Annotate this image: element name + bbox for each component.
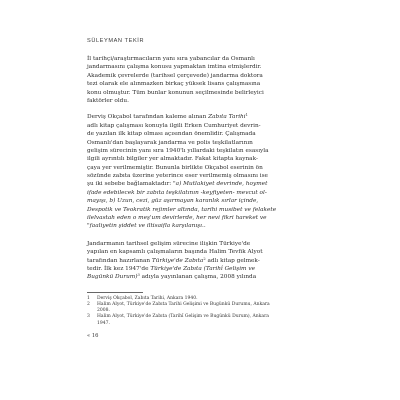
italic-text: Türkiye'de Zabıta	[151, 257, 204, 264]
text-line	[87, 172, 300, 180]
text-run: Derviş Okçabol tarafından kaleme alınan	[87, 114, 209, 121]
footnote-number	[87, 321, 97, 327]
footnote-ref: 3	[137, 273, 140, 278]
text-run: tedir. İlk kez 1947'de	[87, 265, 151, 272]
text-line: faktörler oldu.	[87, 97, 129, 104]
text-run: de yazılan ilk kitap olması açısından önemlidir. Çalışmada	[87, 131, 256, 138]
book-page	[84, 14, 304, 394]
text-line	[87, 139, 300, 147]
italic-text: mayışı, b) Uzun, cezi, güz aşırmayan karanlık sırlar içinde,	[87, 198, 259, 205]
text-run: "	[87, 223, 90, 230]
italic-text: ifade edebilecek bir zabıta teşkilatının -keyfiyeten- mevcut ol-	[87, 189, 267, 196]
italic-text: ilelvastah eden o meş'um devirlerde, her nevi fikri hareket ve	[87, 215, 267, 222]
footnote-text: Halim Alyot, Türkiye'de Zabıta (Tarihî Gelişim ve Bugünkü Durum), Ankara	[97, 314, 269, 320]
page-number	[87, 333, 304, 339]
text-run: ilgili ayrıntılı bilgiler yer almaktadır. Fakat kitapta kaynak-	[87, 156, 258, 163]
italic-text: Türkiye'de Zabıta (Tarihî Gelişim ve	[150, 265, 255, 272]
page-number-dash: «	[87, 332, 92, 339]
text-run: sözünde zabıta üzerine yeterince eser verilmemiş olmasını ise	[87, 173, 268, 180]
text-line	[87, 214, 300, 222]
paragraph-2	[87, 113, 300, 230]
text-run: gelişim sürecinin yanı sıra 1940'lı yıllardaki teşkilatın esasıyla	[87, 147, 269, 154]
text-line	[87, 122, 300, 130]
italic-text: Bugünkü Durum)	[87, 274, 138, 281]
text-line	[87, 222, 300, 230]
text-line	[87, 189, 300, 197]
paragraph-3	[87, 240, 300, 282]
text-line	[87, 206, 300, 214]
footnote-number: 1	[87, 295, 90, 301]
body-text	[87, 55, 300, 282]
text-line: jandarmasını çalışma konusu yapmaktan imtina etmişlerdir.	[87, 64, 262, 71]
italic-text: Zabıta Tarihi	[208, 114, 246, 121]
text-line	[87, 257, 300, 265]
footnote-rule	[87, 292, 143, 293]
text-line: Akademik çevrelerde (tarihsel çerçevede) jandarma doktora	[87, 72, 263, 79]
text-run: adıyla yayınlanan çalışma, 2008 yılında	[139, 274, 257, 281]
footnote-text: 1947.	[97, 320, 110, 326]
text-line	[87, 197, 300, 205]
footnote	[87, 321, 304, 327]
text-run: tarafından hazırlanan	[87, 257, 152, 264]
text-line	[87, 273, 300, 281]
text-run: yapılan en kapsamlı çalışmaların başında Halim Tevfik Alyot	[87, 249, 263, 256]
footnote-number: 3	[87, 314, 90, 320]
footnote-text: Derviş Okçabol, Zabıta Tarihi, Ankara 1940.	[97, 295, 198, 301]
italic-text: faaliyetin şiddet ve iltisaifla karşılanışı..	[89, 223, 206, 230]
text-line	[87, 113, 300, 121]
text-line	[87, 164, 300, 172]
italic-text: Despotik ve Teokratik rejimler altında, tarihi musibet ve felakete	[87, 206, 277, 213]
text-line: tezi olarak ele alınmazken birkaç yüksek lisans çalışmasına	[87, 81, 261, 88]
footnote-text: Halim Alyot, Türkiye'de Zabıta Tarihi Gelişimi ve Bugünkü Durumu, Ankara	[97, 301, 270, 307]
page-number-value: 16	[91, 332, 99, 339]
text-run: adlı kitap gelmek-	[205, 257, 260, 264]
footnotes	[87, 296, 304, 327]
text-line	[87, 248, 300, 256]
text-line: konu olmuştur. Tüm bunlar konunun seçilmesinde belirleyici	[87, 89, 264, 96]
text-run: çaya yer verilmemiştir. Bununla birlikte Okçabol eserinin ön	[87, 164, 263, 171]
text-line	[87, 147, 300, 155]
text-line	[87, 265, 300, 273]
text-run: Osmanlı'dan başlayarak jandarma ve polis teşkilatlarının	[87, 139, 253, 146]
footnote-ref: 2	[203, 256, 206, 261]
footnote-text: 2008.	[97, 308, 110, 314]
text-line: İl tarihçi/araştırmacıların yanı sıra yabancılar da Osmanlı	[87, 56, 255, 62]
text-run: adlı kitap çalışması konuyla ilgili Erken Cumhuriyet devrin-	[87, 122, 261, 129]
text-line	[87, 130, 300, 138]
text-line	[87, 240, 300, 248]
running-header: SÜLEYMAN TEKİR	[87, 38, 145, 44]
text-line	[87, 180, 300, 188]
text-run: şu iki sebebe bağlamaktadır:	[87, 181, 174, 188]
text-line	[87, 155, 300, 163]
paragraph-1	[87, 55, 300, 105]
footnote-number: 2	[87, 301, 90, 307]
italic-text: "a) Mutlakiyet devrinde, hoymet	[173, 181, 268, 188]
footnote-ref: 1	[245, 113, 248, 118]
text-run: Jandarmanın tarihsel gelişim sürecine ilişkin Türkiye'de	[87, 240, 251, 247]
